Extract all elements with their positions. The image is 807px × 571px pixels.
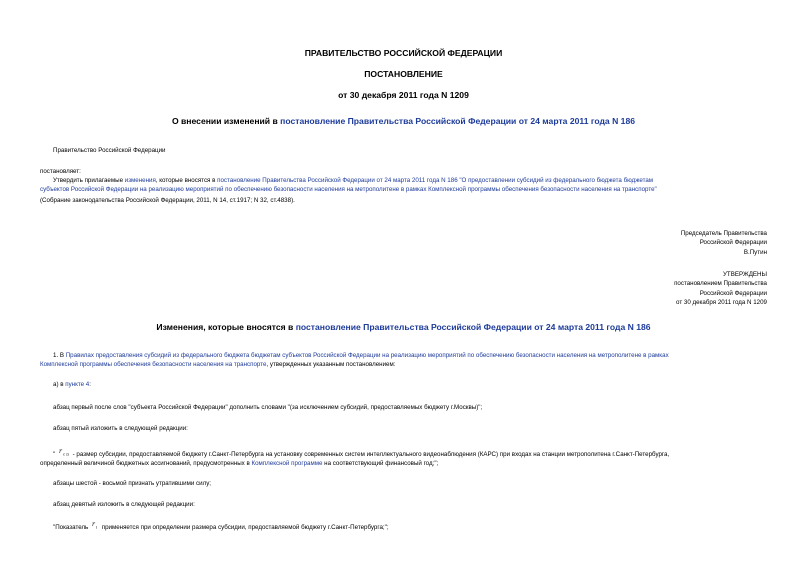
changes-title-link[interactable]: постановление Правительства Российской Федерации от 24 марта 2011 года N 186 bbox=[295, 322, 651, 332]
paragraph-abz9: абзац девятый изложить в следующей редакции: bbox=[53, 501, 195, 508]
point-4-link[interactable]: пункте 4 bbox=[65, 381, 90, 388]
svg-text:сп: сп bbox=[62, 451, 70, 456]
approval-block bbox=[674, 270, 767, 308]
quote-1-line-2-a: определенный величиной бюджетных ассигнований, предусмотренных в bbox=[40, 460, 252, 467]
quote-1-line-2-b: на соответствующий финансовый год;"; bbox=[322, 460, 439, 467]
formula-image-ri bbox=[90, 520, 100, 533]
signature-name: В.Путин bbox=[743, 248, 767, 256]
rules-link[interactable]: Правилах предоставления субсидий из федерального бюджета бюджетам субъектов Российской Федерации на реализацию мероприятий по обеспечению безопасности населения на метрополитене в рамках bbox=[65, 352, 669, 359]
paragraph-1-line-2[interactable]: субъектов Российской Федерации на реализацию мероприятий по обеспечению безопасности населения на метрополитене в рамках Комплексной программы обеспечения безопасности населения на транспорте" bbox=[40, 186, 657, 193]
quote-2-text-a: "Показатель bbox=[53, 524, 90, 531]
signature-block bbox=[681, 229, 767, 257]
p1-text-b: , которые вносятся в bbox=[155, 177, 218, 184]
subitem-a-suffix: : bbox=[89, 381, 91, 388]
svg-text:r: r bbox=[92, 521, 96, 528]
formula-rsp-icon bbox=[57, 447, 71, 456]
p1-text-a: Утвердить прилагаемые bbox=[53, 177, 125, 184]
paragraph-abz5: абзац пятый изложить в следующей редакции: bbox=[53, 425, 188, 432]
complex-program-link[interactable]: Комплексной программы обеспечения безопасности населения на транспорте bbox=[40, 361, 267, 368]
signature-position-2: Российской Федерации bbox=[699, 239, 767, 247]
issuer-text: Правительство Российской Федерации bbox=[53, 147, 166, 154]
changes-title-prefix: Изменения, которые вносятся в bbox=[156, 322, 296, 332]
item-1-text-b: , утвержденных указанным постановлением: bbox=[266, 361, 396, 368]
approved-line-1: постановлением Правительства bbox=[674, 280, 767, 288]
paragraph-1-line-1 bbox=[53, 176, 653, 185]
quote-1-open: " bbox=[53, 451, 56, 458]
formula-ri-icon bbox=[90, 520, 100, 529]
changes-link[interactable]: изменения bbox=[124, 177, 156, 184]
subitem-a-prefix: а) в bbox=[53, 381, 66, 388]
quote-2-line bbox=[53, 520, 389, 533]
government-header: ПРАВИТЕЛЬСТВО РОССИЙСКОЙ ФЕДЕРАЦИИ bbox=[304, 48, 503, 58]
item-1-line-2 bbox=[40, 360, 395, 369]
resolution-186-link[interactable]: постановление Правительства Российской Федерации от 24 марта 2011 года N 186 "О предоставлении субсидий из федерального бюджета бюджетам bbox=[217, 177, 654, 184]
approved-line-2: Российской Федерации bbox=[699, 289, 767, 297]
document-title-link[interactable]: постановление Правительства Российской Федерации от 24 марта 2011 года N 186 bbox=[280, 116, 636, 126]
quote-1-text: - размер субсидии, предоставляемой бюджету г.Санкт-Петербурга на установку современных систем интеллектуального видеонаблюдения (КАРС) при входах на станции метрополитена г.Санкт-Петербурга, bbox=[70, 451, 670, 458]
resolves-text: постановляет: bbox=[40, 168, 81, 175]
paragraph-abz1: абзац первый после слов "субъекта Российской Федерации" дополнить словами "(за исключением субсидий, предоставляемых бюджету г.Москвы)"; bbox=[53, 404, 483, 411]
document-title-prefix: О внесении изменений в bbox=[171, 116, 281, 126]
document-title bbox=[0, 116, 807, 126]
signature-position-1: Председатель Правительства bbox=[680, 230, 767, 237]
subitem-a bbox=[53, 380, 91, 389]
approved-label: УТВЕРЖДЕНЫ bbox=[723, 271, 767, 278]
document-type: ПОСТАНОВЛЕНИЕ bbox=[364, 69, 443, 79]
quote-2-text-b: применяется при определении размера субсидии, предоставляемой бюджету г.Санкт-Петербурга;"; bbox=[100, 524, 389, 531]
item-1-line-1 bbox=[53, 351, 669, 360]
item-1-text-a: 1. В bbox=[53, 352, 66, 359]
changes-title bbox=[0, 322, 807, 332]
paragraph-abz6: абзацы шестой - восьмой признать утратившими силу; bbox=[53, 480, 212, 487]
svg-text:r: r bbox=[58, 448, 63, 455]
svg-text:i: i bbox=[96, 524, 99, 529]
approved-line-3: от 30 декабря 2011 года N 1209 bbox=[676, 299, 767, 307]
paragraph-1-line-3: (Собрание законодательства Российской Федерации, 2011, N 14, ст.1917; N 32, ст.4838). bbox=[40, 197, 295, 204]
document-date-number: от 30 декабря 2011 года N 1209 bbox=[338, 90, 469, 100]
quote-1-line-2 bbox=[40, 459, 438, 468]
complex-program-link-2[interactable]: Комплексной программе bbox=[251, 460, 323, 467]
